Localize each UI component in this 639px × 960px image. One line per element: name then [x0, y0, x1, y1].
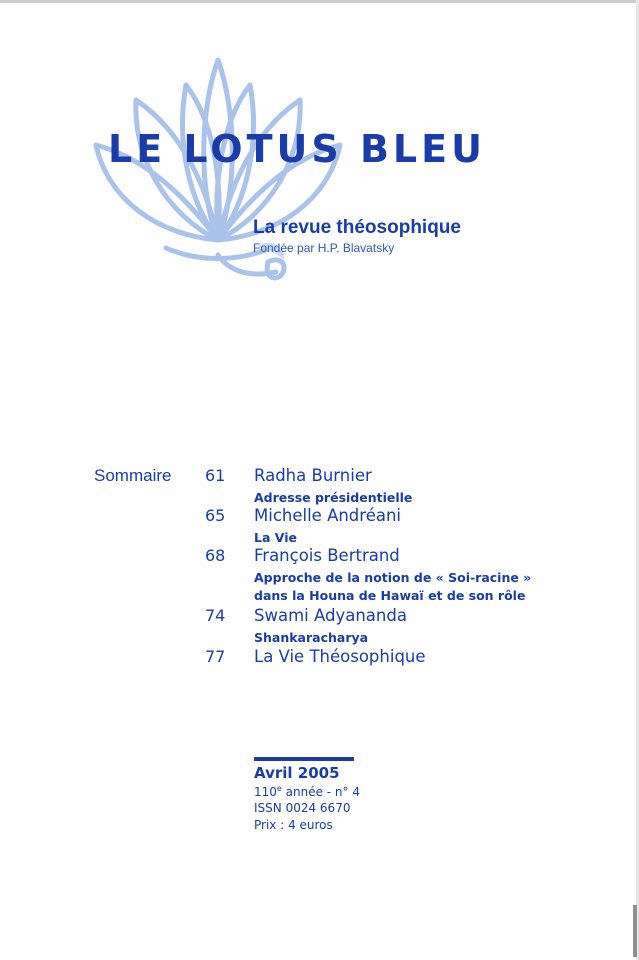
issue-issn: ISSN 0024 6670	[254, 801, 351, 815]
toc-author: Radha Burnier	[254, 466, 372, 485]
issue-number-rest: année - n° 4	[281, 785, 360, 799]
toc-page-number: 61	[205, 466, 226, 485]
binding-mark	[633, 905, 637, 957]
founder-credit: Fondée par H.P. Blavatsky	[253, 241, 395, 255]
issue-date: Avril 2005	[254, 764, 340, 782]
toc-article-title: La Vie	[254, 530, 297, 545]
toc-author: Michelle Andréani	[254, 506, 402, 525]
toc-article-title: Approche de la notion de « Soi-racine »	[254, 570, 532, 585]
toc-article-title: Shankaracharya	[254, 630, 369, 645]
issue-year-ordinal: 110	[254, 785, 277, 799]
toc-page-number: 74	[205, 606, 226, 625]
toc-article-title: dans la Houna de Hawaï et de son rôle	[254, 588, 526, 603]
issue-divider	[254, 757, 354, 761]
issue-ordinal-suffix: e	[276, 784, 282, 793]
toc-article-title: Adresse présidentielle	[254, 490, 413, 505]
toc-author: Swami Adyananda	[254, 606, 407, 625]
issue-number	[254, 784, 360, 799]
toc-page-number: 68	[205, 546, 226, 565]
toc-author: La Vie Théosophique	[254, 647, 426, 666]
toc-heading: Sommaire	[94, 466, 172, 485]
page-top-edge	[0, 0, 639, 3]
toc-page-number: 77	[205, 647, 226, 666]
toc-author: François Bertrand	[254, 546, 400, 565]
toc-page-number: 65	[205, 506, 226, 525]
magazine-subtitle: La revue théosophique	[253, 217, 461, 238]
issue-price: Prix : 4 euros	[254, 818, 333, 832]
magazine-title: LE LOTUS BLEU	[108, 127, 486, 171]
